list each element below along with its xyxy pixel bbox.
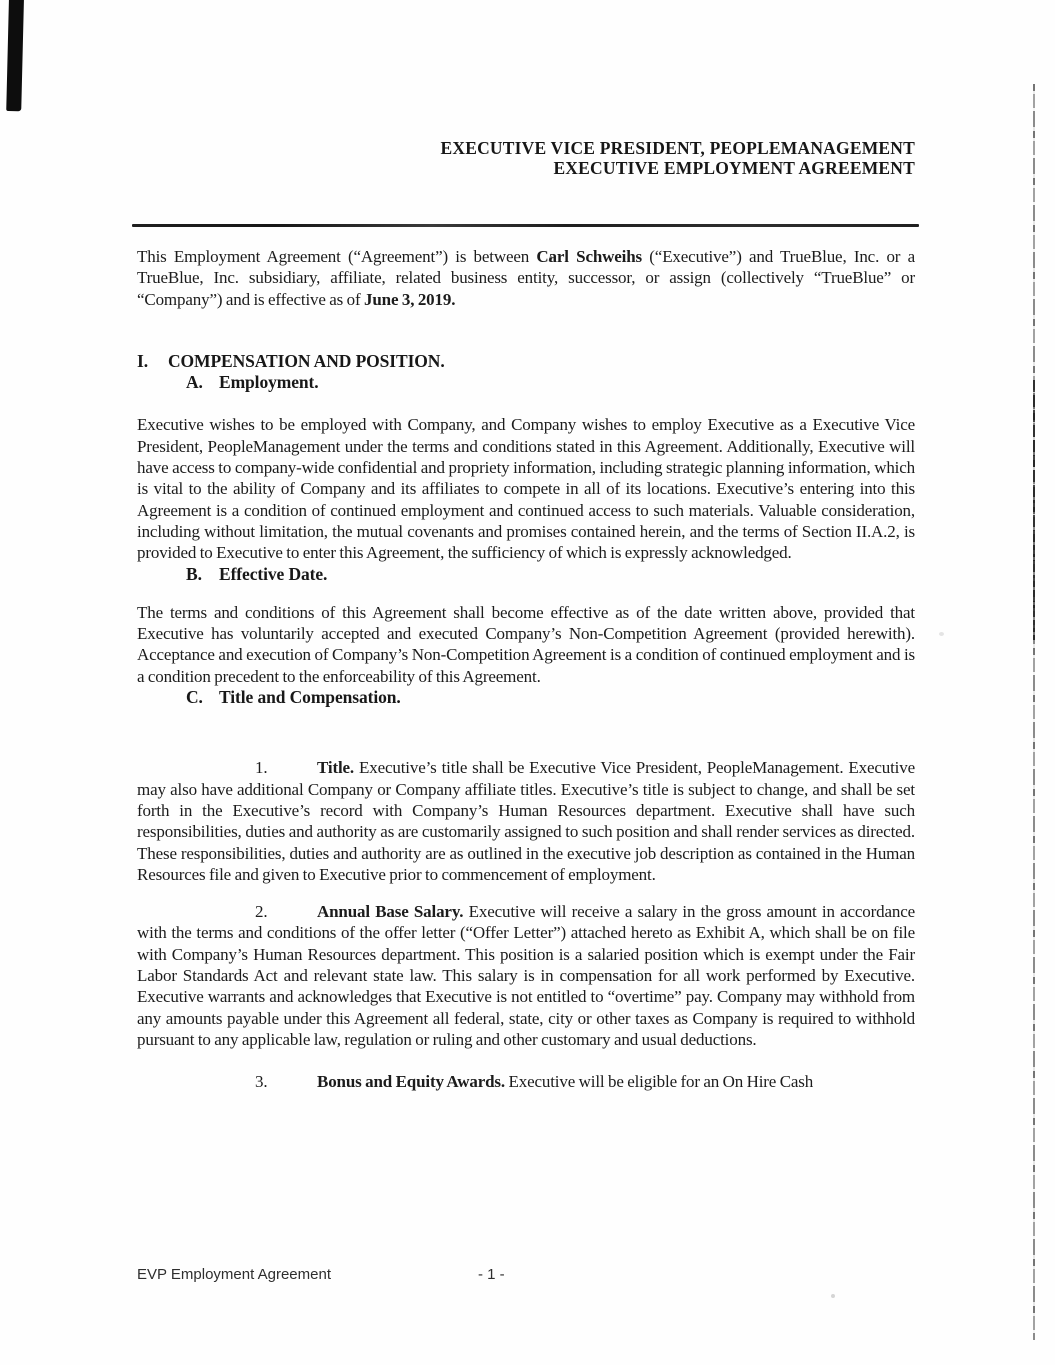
section-number: I.	[137, 350, 148, 371]
numbered-paragraph-title	[137, 757, 915, 885]
scan-artifact-top-left-bar	[6, 0, 24, 111]
scan-artifact-right-edge-line-dark	[1033, 380, 1035, 640]
footer-page-number: - 1 -	[478, 1266, 505, 1283]
subsection-heading-employment	[186, 372, 915, 393]
employment-paragraph: Executive wishes to be employed with Company, and Company wishes to employ Executive as a Executive Vice President, PeopleManagement under the terms and conditions stated in this Agreement. Additionally, Executive will have access to company-wide confidential and propriety information, including strategic planning information, which is vital to the ability of Company and its affiliates to compete in all of its locations. Executive’s entering into this Agreement is a condition of continued employment and continued access to such materials. Valuable consideration, including without limitation, the mutual covenants and promises contained herein, and the terms of Section II.A.2, is provided to Executive to enter this Agreement, the sufficiency of which is expressly acknowledged.	[137, 415, 915, 563]
intro-paragraph	[137, 246, 915, 310]
item-number: 2.	[255, 902, 268, 922]
intro-text-2: (“Executive”) and TrueBlue, Inc. or a TrueBlue, Inc. subsidiary, affiliate, related business entity, successor, or assign (collectively “TrueBlue” or “Company”) and is effective as of	[137, 247, 915, 309]
subsection-label: A.	[186, 372, 203, 393]
subsection-label: C.	[186, 687, 203, 708]
subsection-heading-effective-date	[186, 564, 915, 585]
item-number: 3.	[255, 1072, 268, 1092]
section-heading-compensation-and-position	[137, 351, 915, 372]
subsection-label: B.	[186, 563, 202, 584]
scan-speck	[939, 632, 944, 636]
numbered-paragraph-annual-base-salary	[137, 901, 915, 1050]
subsection-title: Title and Compensation.	[219, 687, 401, 708]
subsection-heading-title-and-compensation	[186, 687, 915, 708]
numbered-paragraph-bonus-and-equity-awards	[137, 1071, 915, 1092]
document-title-line2: EXECUTIVE EMPLOYMENT AGREEMENT	[553, 158, 915, 178]
document-content	[137, 0, 915, 1093]
item-label: Title.	[317, 758, 355, 778]
item-body: Executive will receive a salary in the gross amount in accordance with the terms and conditions of the offer letter (“Offer Letter”) attached hereto as Exhibit A, which shall be on file with Company’s Human Resources department. This position is a salaried position which is exempt under the Fair Labor Standards Act and relevant state law. This salary is in compensation for all work performed by Executive. Executive warrants and acknowledges that Executive is not entitled to “overtime” pay. Company may withhold from any amounts payable under this Agreement all federal, state, city or other taxes as Company is required to withhold pursuant to any applicable law, regulation or ruling and other customary and usual deductions.	[137, 902, 915, 1049]
document-title-line1: EXECUTIVE VICE PRESIDENT, PEOPLEMANAGEMENT	[440, 138, 915, 158]
item-number: 1.	[255, 758, 268, 778]
executive-name: Carl Schweihs	[536, 247, 643, 266]
subsection-title: Effective Date.	[219, 563, 328, 584]
item-label: Bonus and Equity Awards.	[317, 1072, 505, 1092]
effective-date: June 3, 2019.	[364, 289, 456, 309]
item-label: Annual Base Salary.	[317, 902, 464, 922]
horizontal-rule	[132, 224, 919, 227]
scan-speck	[831, 1294, 835, 1298]
section-title: COMPENSATION AND POSITION.	[168, 350, 445, 371]
item-body: Executive’s title shall be Executive Vice President, PeopleManagement. Executive may also have additional Company or Company affiliate titles. Executive’s title is subject to change, and shall be set forth in the Executive’s record with Company’s Human Resources department. Executive shall have such responsibilities, duties and authority as are customarily assigned to such position and shall render services as directed. These responsibilities, duties and authority are as outlined in the executive job description as contained in the Human Resources file and given to Executive prior to commencement of employment.	[137, 758, 915, 884]
item-body: Executive will be eligible for an On Hire Cash	[508, 1072, 814, 1092]
subsection-title: Employment.	[219, 372, 319, 393]
effective-date-paragraph: The terms and conditions of this Agreement shall become effective as of the date written above, provided that Executive has voluntarily accepted and executed Company’s Non-Competition Agreement (provided herewith). Acceptance and execution of Company’s Non-Competition Agreement is a condition of continued employment and is a condition precedent to the enforceability of this Agreement.	[137, 602, 915, 686]
document-title	[137, 138, 915, 178]
footer-document-name: EVP Employment Agreement	[137, 1266, 331, 1283]
scan-artifact-right-edge-line	[1033, 84, 1035, 1340]
intro-text-1: This Employment Agreement (“Agreement”) is between	[137, 247, 537, 266]
